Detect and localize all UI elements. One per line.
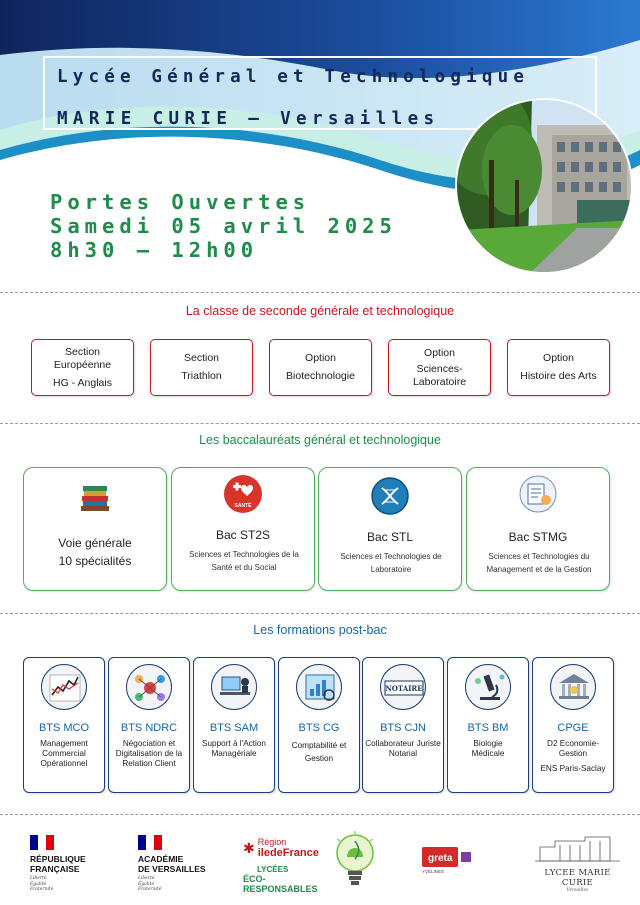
open-day-date: Samedi 05 avril 2025 (50, 214, 397, 238)
option-line2: Histoire des Arts (520, 370, 597, 382)
bts-card-ndrc (108, 657, 190, 793)
greta-brand: greta (428, 853, 453, 864)
bts-ndrc-subtitle: Négociation et Digitalisation de la Relation Client (115, 739, 183, 768)
bts-card-mco (23, 657, 105, 793)
bts-mco-subtitle: Management Commercial Opérationnel (40, 739, 88, 768)
rf-motto2: Égalité (30, 881, 47, 887)
bac-card-stmg (466, 467, 610, 591)
cpge-subtitle: D2 Economie-Gestion (547, 739, 599, 758)
school-title-line2: MARIE CURIE – Versailles (57, 109, 440, 129)
academie-motto2: Égalité (138, 881, 155, 887)
bts-card-bm (447, 657, 529, 793)
bank-icon (550, 664, 596, 710)
option-section-triathlon (150, 339, 253, 396)
bac-stmg-subtitle: Sciences et Technologies du Management et de la Gestion (486, 552, 592, 574)
lycee-marie-curie-logo (530, 833, 625, 893)
academie-motto1: Liberté (138, 876, 155, 881)
option-histoire-des-arts (507, 339, 610, 396)
health-cross-icon (223, 474, 263, 514)
notaire-label: NOTAIRE (385, 684, 423, 693)
bac-general-line1: Voie générale (58, 536, 132, 550)
books-icon (75, 478, 115, 518)
rf-line2: FRANÇAISE (30, 863, 80, 874)
divider (0, 613, 640, 614)
option-biotechnologie (269, 339, 372, 396)
dna-icon (370, 476, 410, 516)
bts-card-cg (278, 657, 360, 793)
office-icon (211, 664, 257, 710)
bts-ndrc-title: BTS NDRC (120, 722, 178, 734)
option-line1: Option (424, 346, 455, 359)
rf-motto1: Liberté (30, 876, 47, 881)
cpge-subtitle2: ENS Paris-Saclay (540, 764, 606, 773)
school-building-icon (530, 833, 625, 863)
bac-card-st2s (171, 467, 315, 591)
rf-motto3: Fraternité (30, 887, 54, 892)
option-line1: Section (183, 352, 220, 364)
bac-st2s-subtitle: Sciences et Technologies de la Santé et du Social (189, 550, 299, 572)
option-line1: Option (543, 352, 574, 364)
bac-stl-subtitle: Sciences et Technologies de Laboratoire (340, 552, 442, 574)
notary-icon (380, 664, 426, 710)
region-line2: iledeFrance (257, 847, 319, 859)
bac-card-general (23, 467, 167, 591)
seconde-section-title: La classe de seconde générale et technologique (185, 304, 455, 318)
greta-sub: YVELINES (422, 869, 445, 874)
bts-card-cpge (532, 657, 614, 793)
option-line2: Sciences-Laboratoire (412, 362, 467, 388)
bac-stl-title: Bac STL (366, 530, 414, 544)
star-icon: ✱ (243, 839, 255, 856)
network-icon (126, 664, 172, 710)
divider (0, 814, 640, 815)
bts-cg-subtitle: Comptabilité et Gestion (291, 741, 347, 763)
option-line2: HG - Anglais (53, 376, 112, 389)
seconde-options (31, 339, 611, 396)
region-idf-logo (243, 837, 333, 894)
microscope-icon (465, 664, 511, 710)
academie-line1: ACADÉMIE (138, 854, 184, 864)
accounting-icon (296, 664, 342, 710)
greta-badge (422, 847, 458, 867)
lycee-logo-city: Versailles (566, 888, 589, 893)
bts-card-cjn (362, 657, 444, 793)
option-sciences-laboratoire (388, 339, 491, 396)
bts-cjn-title: BTS CJN (380, 722, 426, 734)
bts-card-sam (193, 657, 275, 793)
bac-st2s-title: Bac ST2S (215, 528, 271, 542)
bts-cg-title: BTS CG (298, 722, 340, 734)
postbac-section-title: Les formations post-bac (253, 623, 387, 637)
school-building-photo (455, 98, 633, 274)
academie-line2: DE VERSAILLES (138, 863, 206, 874)
divider (0, 292, 640, 293)
bts-cjn-subtitle: Collaborateur Juriste Notarial (365, 739, 441, 758)
region-line3: LYCÉES (257, 865, 289, 874)
greta-mark (461, 852, 471, 862)
partner-logos (0, 825, 640, 905)
divider (0, 423, 640, 424)
greta-logo (422, 847, 484, 874)
option-line2: Triathlon (181, 370, 222, 382)
region-line1: Région (257, 837, 287, 847)
open-day-announcement (50, 190, 397, 262)
option-section-europeenne (31, 339, 134, 396)
academie-versailles-logo (138, 835, 218, 893)
bac-section-title: Les baccalauréats général et technologique (199, 433, 441, 447)
school-title-line1: Lycée Général et Technologique (57, 67, 530, 87)
bac-card-stl (318, 467, 462, 591)
sales-chart-icon (41, 664, 87, 710)
region-line4: ÉCO-RESPONSABLES (243, 874, 318, 894)
option-line1: Section Européenne (53, 345, 112, 371)
open-day-hours: 8h30 – 12h00 (50, 238, 259, 262)
bts-mco-title: BTS MCO (38, 722, 90, 734)
marianne-flag-icon (138, 835, 162, 850)
bts-sam-title: BTS SAM (209, 722, 259, 734)
bts-bm-title: BTS BM (467, 722, 509, 734)
rf-line1: RÉPUBLIQUE (30, 854, 86, 864)
management-icon (518, 474, 558, 514)
bac-stmg-title: Bac STMG (508, 530, 568, 544)
bac-general-line2: 10 spécialités (58, 554, 132, 568)
academie-motto3: Fraternité (138, 887, 162, 892)
option-line2: Biotechnologie (286, 370, 355, 382)
open-day-title: Portes Ouvertes (50, 190, 311, 214)
lycee-logo-name: LYCEE MARIE CURIE (544, 868, 611, 888)
bts-bm-subtitle: Biologie Médicale (471, 739, 505, 758)
option-line1: Option (305, 352, 336, 364)
eco-lightbulb-logo (333, 831, 377, 896)
sante-label: SANTÉ (234, 503, 252, 509)
bts-sam-subtitle: Support à l'Action Managériale (202, 739, 266, 758)
marianne-flag-icon (30, 835, 54, 850)
republique-francaise-logo (30, 835, 110, 893)
cpge-title: CPGE (557, 722, 589, 734)
